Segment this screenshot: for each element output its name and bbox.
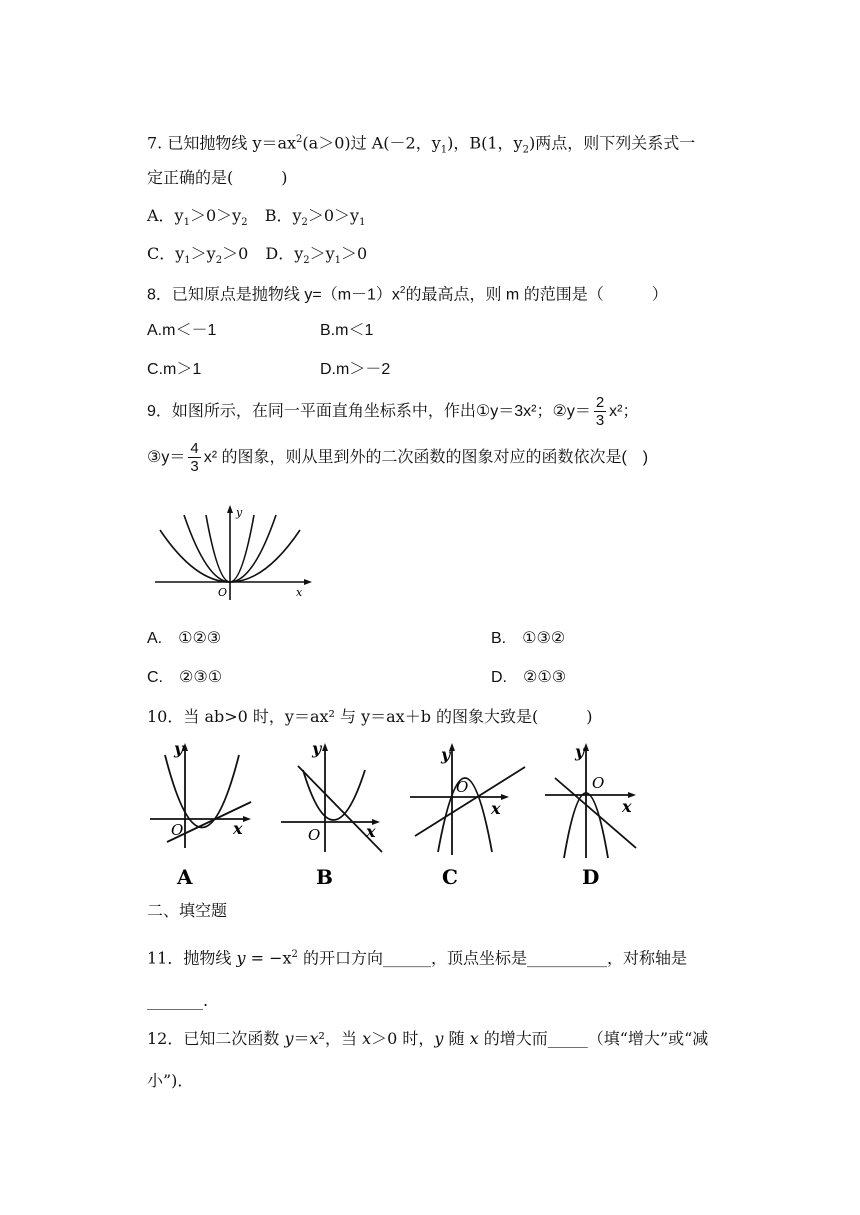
q10-a-x-label: x: [233, 819, 243, 838]
q7-text-a: 7. 已知抛物线 y＝ax: [147, 133, 297, 153]
q7-option-d-mid: ＞y: [309, 244, 335, 263]
q9-text-a: 9．如图所示，在同一平面直角坐标系中，作出①y＝3x²；②y＝: [147, 403, 591, 420]
q9-fraction-2: [188, 440, 200, 475]
q10-c-x-label: x: [491, 799, 501, 818]
q10-c-y-label: y: [441, 745, 451, 764]
q7-option-a[interactable]: A．$y_1>0>y_2$: [147, 206, 248, 229]
q12-mid5: 的增大而_____（填“增大”或“减: [478, 1029, 709, 1048]
q7-line2: 定正确的是( ): [147, 168, 288, 187]
q9-x-arrow: [304, 579, 312, 585]
q10-c-origin-label: O: [456, 778, 469, 796]
q7-option-c-end: ＞0: [222, 244, 249, 263]
q12-y2: y: [434, 1029, 444, 1048]
q8-option-a[interactable]: A.m＜－1: [147, 322, 217, 339]
q9-frac2-den: 3: [190, 458, 199, 476]
q12-mid4: 随: [443, 1029, 470, 1048]
q9-frac1-den: 3: [595, 412, 605, 430]
q11-rest: 的开口方向______，顶点坐标是__________，对称轴是: [297, 948, 687, 968]
q7-option-c-mid: ＞y: [190, 244, 216, 263]
q7-option-a-mid: ＞0＞y: [189, 206, 242, 225]
q7-option-b-mid: ＞0＞y: [307, 206, 360, 225]
q11-formula-exponent: 2: [291, 949, 298, 960]
q9-parabolas-figure: [150, 500, 320, 605]
q10-a-y-label: y: [174, 740, 184, 758]
q10-stem: 10．当 ab>0 时，y＝ax² 与 y＝ax＋b 的图象大致是( ): [147, 707, 593, 726]
q7-option-b[interactable]: B．$y_2>0>y_1$: [264, 206, 366, 229]
q10-d-label: D: [582, 865, 600, 889]
q12-mid1: ＝: [293, 1029, 310, 1048]
q9-axis-y-label: y: [236, 506, 243, 519]
q9-line1: [147, 392, 639, 432]
q11-line1: [147, 944, 687, 969]
q7-option-d-end: ＞0: [341, 244, 368, 263]
q8-option-b[interactable]: B.m＜1: [320, 322, 374, 339]
q10-graph-b[interactable]: [278, 740, 393, 890]
q10-b-label: B: [316, 865, 333, 889]
q12-x3: x: [469, 1029, 479, 1048]
q7-option-c-label: C．y: [147, 244, 185, 263]
q12-x1: x: [309, 1029, 319, 1048]
q9-fraction-1: [594, 394, 606, 429]
q9-axis-x-label: x: [296, 586, 303, 599]
q9-line2: [147, 438, 648, 478]
q9-option-b[interactable]: B. ①③②: [491, 630, 566, 647]
q10-d-y-label: y: [575, 742, 585, 761]
q7-text-c: )，B(1，y: [447, 133, 523, 153]
q12-mid3: ＞0 时，: [371, 1029, 435, 1048]
q12-line2: 小”)．: [147, 1071, 194, 1090]
q12-line1: [147, 1028, 708, 1050]
q7-option-d[interactable]: D．$y_2>y_1>0$: [265, 244, 368, 267]
q10-graph-c[interactable]: [405, 740, 530, 890]
q10-a-label: A: [177, 865, 193, 889]
q7-option-b-label: B．y: [264, 206, 302, 225]
q9-frac2-num: 4: [190, 440, 199, 458]
q9-origin-label: O: [218, 586, 228, 599]
q10-d-origin-label: O: [592, 774, 605, 792]
q12-x2: x: [362, 1029, 372, 1048]
q7-option-c[interactable]: C．$y_1>y_2>0$: [147, 244, 249, 267]
q10-b-origin-label: O: [308, 826, 321, 844]
section-heading: 二、填空题: [147, 901, 228, 920]
q7-text-b: (a＞0)过 A(－2，y: [302, 133, 441, 153]
q9-text-c: ③y＝: [147, 449, 186, 466]
q8-option-c[interactable]: C.m＞1: [147, 361, 202, 378]
q11-formula-y: y: [236, 948, 246, 968]
q8-stem-a: 8．已知原点是抛物线 y=（m－1）x: [147, 286, 400, 304]
q9-option-c[interactable]: C. ②③①: [147, 669, 223, 686]
q12-prefix: 12．已知二次函数: [147, 1029, 285, 1048]
q11-line2: _______.: [147, 991, 209, 1010]
q11-prefix: 11．抛物线: [147, 948, 237, 968]
q8-stem: 8．已知原点是抛物线 $y=(m-1)x^2$的最高点，则 m 的范围是（ ）: [147, 285, 668, 304]
q7-option-a-label: A．y: [147, 206, 184, 225]
q12-y1: y: [284, 1029, 294, 1048]
q9-y-arrow: [227, 505, 233, 513]
q9-frac1-num: 2: [595, 394, 605, 412]
q7-options-ab: [147, 205, 365, 234]
q10-b-y-label: y: [312, 740, 322, 758]
q7-option-d-label: D．y: [265, 244, 304, 263]
q8-option-d[interactable]: D.m＞－2: [320, 361, 391, 378]
q9-option-d[interactable]: D. ②①③: [491, 669, 567, 686]
q10-graph-d[interactable]: [540, 740, 650, 890]
q8-stem-b: 的最高点，则 m 的范围是（ ）: [405, 286, 668, 304]
q12-mid2: ²，当: [318, 1029, 363, 1048]
q7-text-d: )两点，则下列关系式一: [528, 133, 696, 153]
q10-a-origin-label: O: [171, 821, 184, 839]
q9-text-b: x²；: [609, 403, 639, 420]
q10-c-label: C: [442, 865, 458, 889]
q10-b-x-label: x: [366, 822, 376, 841]
q9-option-a[interactable]: A. ①②③: [147, 630, 222, 647]
q7-options-cd: [147, 243, 367, 272]
q10-d-x-label: x: [622, 797, 632, 816]
q7-line1: 7. 已知抛物线 $y=ax^2(a>0)$过 A(－2，$y_1$)，B(1，$y_2$)两点，则下列关系式一: [147, 133, 696, 156]
q10-graph-a[interactable]: [145, 740, 260, 890]
q11-formula-body: = −x: [245, 948, 292, 968]
q9-text-d: x² 的图象，则从里到外的二次函数的图象对应的函数依次是( ): [203, 449, 649, 466]
